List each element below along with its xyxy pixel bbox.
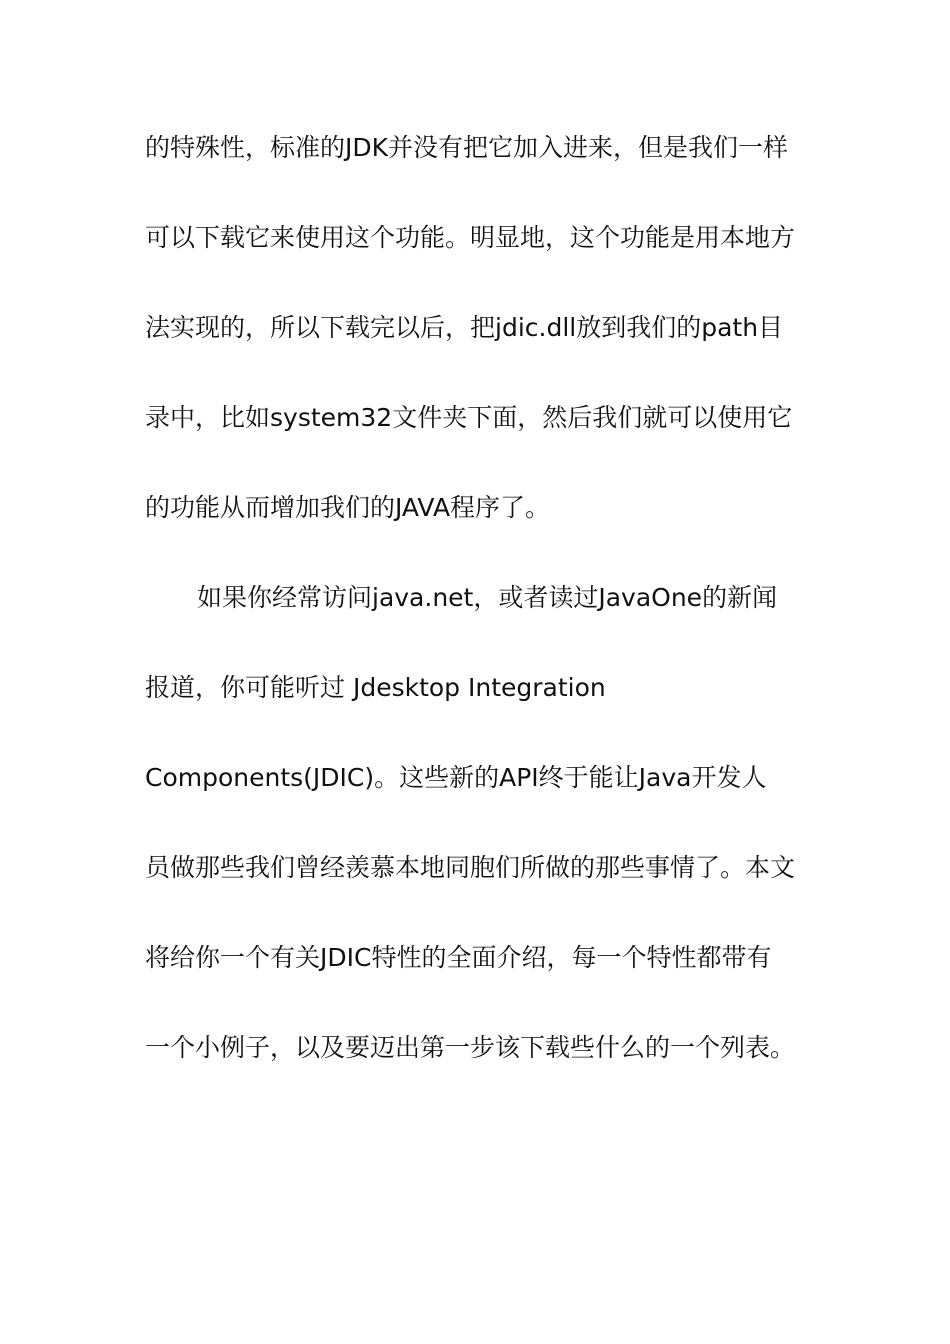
paragraph-start-line: 如果你经常访问java.net，或者读过JavaOne的新闻	[197, 583, 778, 612]
text-line: 的功能从而增加我们的JAVA程序了。	[145, 493, 551, 522]
text-line: 的特殊性，标准的JDK并没有把它加入进来，但是我们一样	[145, 133, 789, 162]
text-line: 员做那些我们曾经羡慕本地同胞们所做的那些事情了。本文	[145, 853, 796, 882]
text-line: 录中，比如system32文件夹下面，然后我们就可以使用它	[145, 403, 793, 432]
text-line: 将给你一个有关JDIC特性的全面介绍，每一个特性都带有	[145, 943, 772, 972]
text-line: 法实现的，所以下载完以后，把jdic.dll放到我们的path目	[145, 313, 784, 342]
text-line: 一个小例子，以及要迈出第一步该下载些什么的一个列表。	[145, 1033, 796, 1062]
text-line: 报道，你可能听过 Jdesktop Integration	[145, 673, 606, 702]
text-line: 可以下载它来使用这个功能。明显地，这个功能是用本地方	[145, 223, 796, 252]
body-text	[145, 126, 810, 1116]
text-line: Components(JDIC)。这些新的API终于能让Java开发人	[145, 763, 767, 792]
